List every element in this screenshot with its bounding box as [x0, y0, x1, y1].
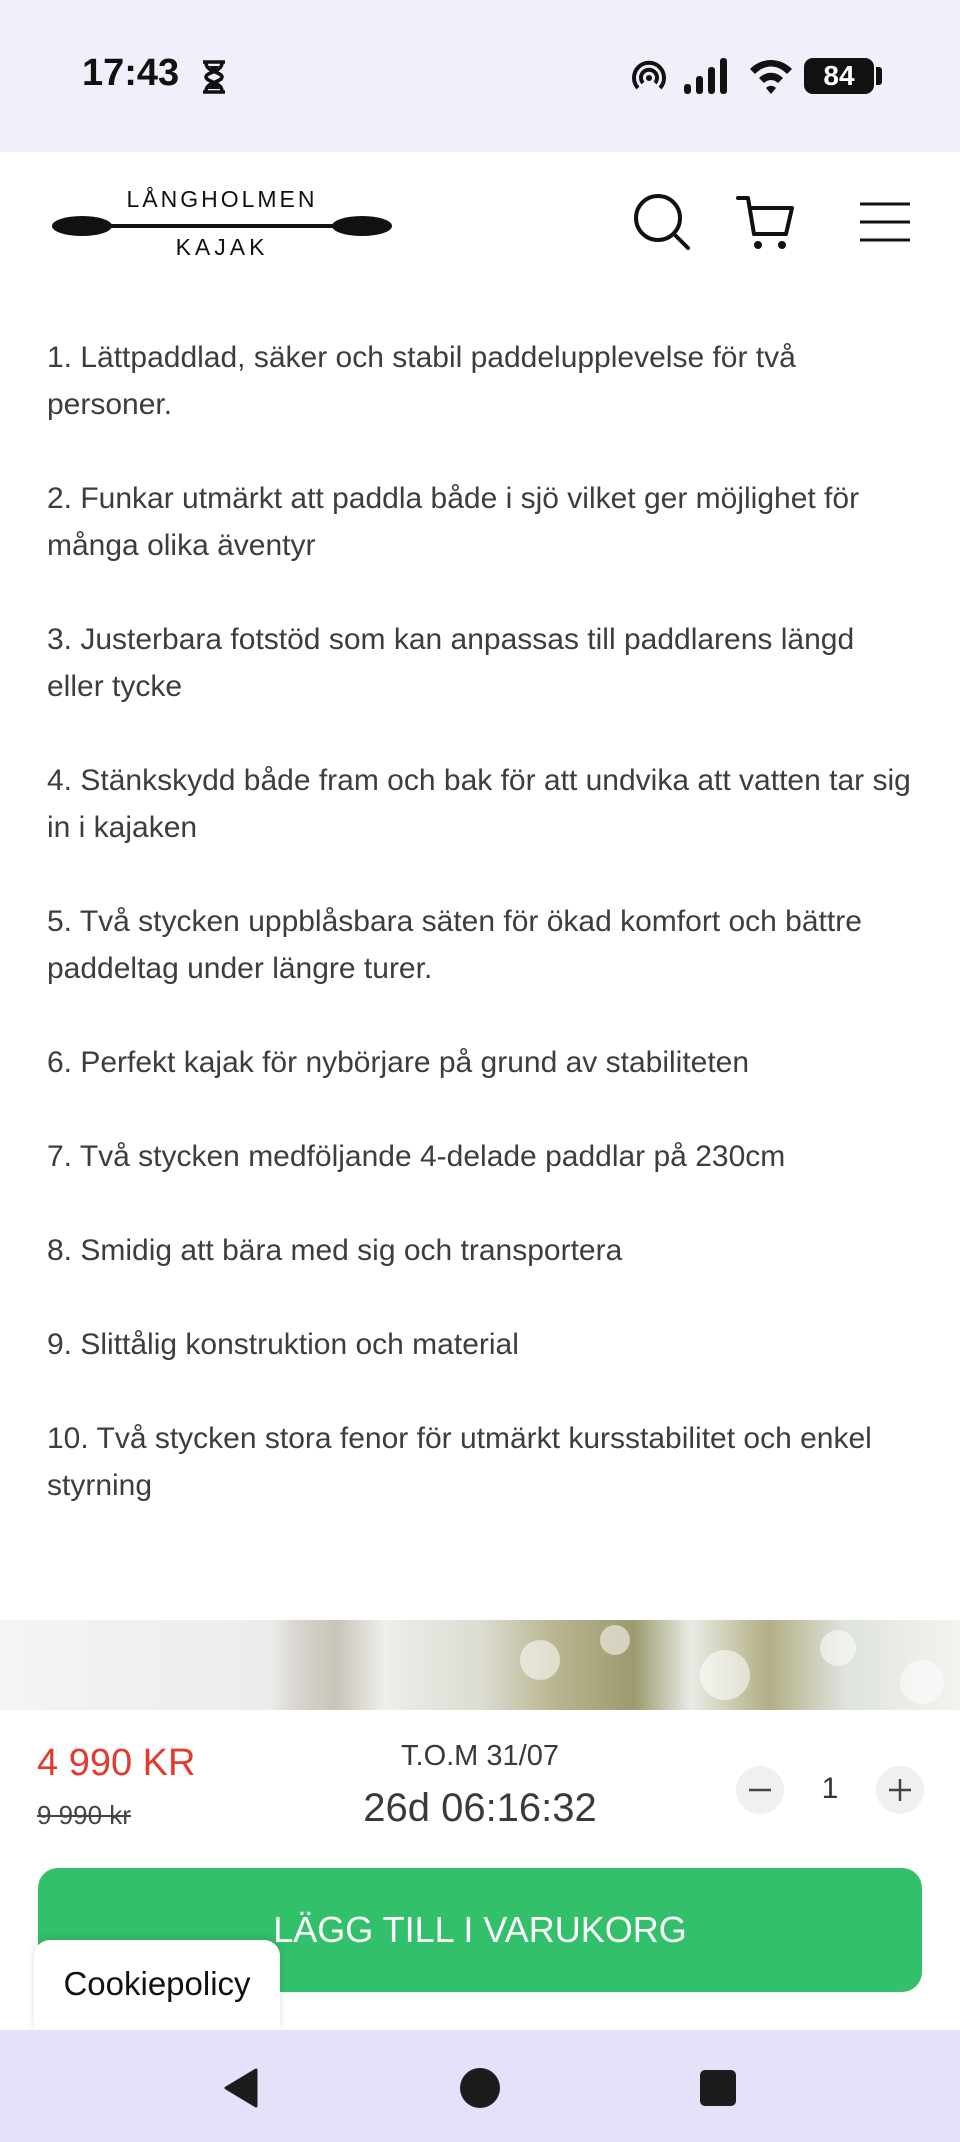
product-photo — [0, 1620, 960, 1710]
site-logo[interactable] — [52, 186, 392, 266]
minus-icon — [746, 1776, 774, 1804]
status-time: 17:43 — [82, 52, 180, 94]
search-icon[interactable] — [630, 190, 694, 254]
battery-tip — [876, 67, 882, 85]
add-to-cart-button[interactable]: LÄGG TILL I VARUKORG — [38, 1868, 922, 1992]
feature-item: 10. Två stycken stora fenor för utmärkt kursstabilitet och enkel styrning — [47, 1422, 872, 1502]
wifi-icon — [748, 56, 794, 96]
menu-icon[interactable] — [852, 190, 916, 254]
hourglass-icon — [200, 60, 228, 94]
logo-text-top: LÅNGHOLMEN — [126, 186, 318, 212]
back-icon[interactable] — [220, 2066, 264, 2110]
product-features — [47, 334, 917, 1556]
battery-icon: 84 — [804, 58, 874, 94]
nfc-icon — [630, 58, 668, 96]
home-icon[interactable] — [458, 2066, 502, 2110]
feature-item: 1. Lättpaddlad, säker och stabil paddelupplevelse för två personer. — [47, 341, 796, 421]
logo-text-bottom: KAJAK — [175, 234, 269, 260]
original-price: 9 990 kr — [37, 1800, 131, 1830]
feature-item: 6. Perfekt kajak för nybörjare på grund av stabiliteten — [47, 1046, 750, 1079]
feature-item: 4. Stänkskydd både fram och bak för att undvika att vatten tar sig in i kajaken — [47, 764, 911, 844]
feature-item: 7. Två stycken medföljande 4-delade paddlar på 230cm — [47, 1140, 786, 1173]
feature-item: 8. Smidig att bära med sig och transportera — [47, 1234, 623, 1267]
offer-deadline: T.O.M 31/07 — [401, 1740, 559, 1772]
feature-item: 3. Justerbara fotstöd som kan anpassas till paddlarens längd eller tycke — [47, 623, 855, 703]
signal-icon — [682, 56, 732, 96]
plus-icon — [886, 1776, 914, 1804]
sale-price: 4 990 KR — [37, 1742, 196, 1784]
countdown-timer: 26d 06:16:32 — [363, 1786, 597, 1830]
feature-item: 5. Två stycken uppblåsbara säten för ökad komfort och bättre paddeltag under längre turer. — [47, 905, 862, 985]
cookie-policy-button[interactable]: Cookiepolicy — [34, 1940, 280, 2030]
cart-icon[interactable] — [734, 190, 798, 254]
quantity-increase-button[interactable] — [876, 1766, 924, 1814]
quantity-value[interactable]: 1 — [821, 1772, 839, 1805]
feature-item: 2. Funkar utmärkt att paddla både i sjö vilket ger möjlighet för många olika äventyr — [47, 482, 860, 562]
recents-icon[interactable] — [696, 2066, 740, 2110]
feature-item: 9. Slittålig konstruktion och material — [47, 1328, 519, 1361]
quantity-decrease-button[interactable] — [736, 1766, 784, 1814]
